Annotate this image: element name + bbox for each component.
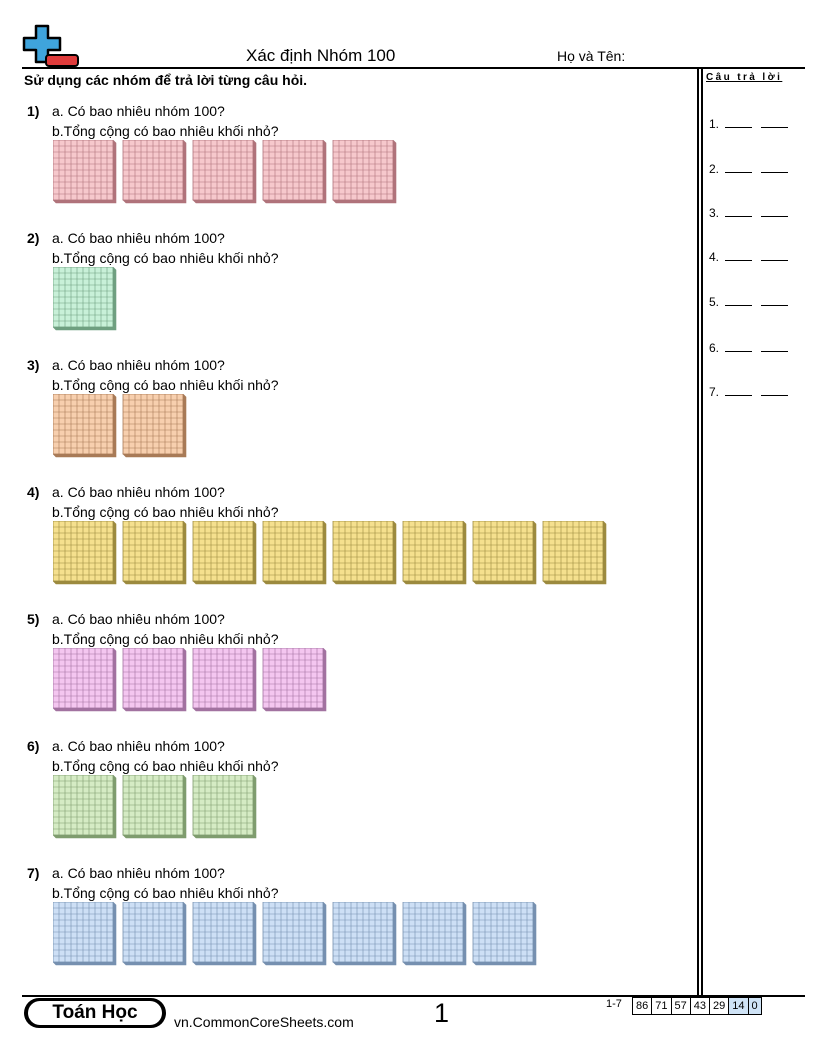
hundred-block [193,648,256,711]
hundred-block [53,140,116,203]
answer-row [709,295,788,309]
score-cell: 71 [652,997,671,1015]
problem-number: 3) [27,357,40,373]
answer-blank-b[interactable] [761,295,788,306]
question-b: b.Tổng cộng có bao nhiêu khối nhỏ? [52,377,279,393]
hundred-blocks-group [53,394,193,458]
hundred-block [263,902,326,965]
hundred-block [473,521,536,584]
hundred-blocks-group [53,140,403,204]
question-b: b.Tổng cộng có bao nhiêu khối nhỏ? [52,504,279,520]
hundred-block [53,394,116,457]
question-b: b.Tổng cộng có bao nhiêu khối nhỏ? [52,885,279,901]
header-divider [22,67,805,69]
answer-row [709,385,788,399]
brand-label: Toán Học [28,1001,162,1025]
answer-blank-a[interactable] [725,385,752,396]
brand-badge [24,998,166,1028]
hundred-blocks-group [53,648,333,712]
question-a: a. Có bao nhiêu nhóm 100? [52,103,225,119]
answer-blank-a[interactable] [725,206,752,217]
question-b: b.Tổng cộng có bao nhiêu khối nhỏ? [52,123,279,139]
problem-number: 2) [27,230,40,246]
answer-number: 2. [709,162,720,176]
answer-blank-b[interactable] [761,162,788,173]
question-b: b.Tổng cộng có bao nhiêu khối nhỏ? [52,250,279,266]
answer-column-divider-inner [701,67,703,996]
answers-title: Câu trả lời [706,72,783,83]
instructions: Sử dụng các nhóm để trả lời từng câu hỏi. [24,72,308,88]
hundred-block [333,902,396,965]
answer-blank-a[interactable] [725,341,752,352]
hundred-blocks-group [53,902,543,966]
score-cell: 57 [672,997,691,1015]
problem-number: 4) [27,484,40,500]
question-a: a. Có bao nhiêu nhóm 100? [52,230,225,246]
hundred-block [543,521,606,584]
problem-number: 5) [27,611,40,627]
answer-column-divider [697,67,699,996]
answer-blank-b[interactable] [761,206,788,217]
page-number: 1 [434,998,450,1028]
score-range: 1-7 [606,998,622,1010]
score-table [632,997,762,1015]
answer-row [709,341,788,355]
hundred-block [333,140,396,203]
hundred-block [193,775,256,838]
answer-blank-a[interactable] [725,117,752,128]
hundred-block [193,902,256,965]
hundred-block [123,521,186,584]
score-cell: 14 [729,997,748,1015]
hundred-block [123,394,186,457]
score-cell: 86 [632,997,652,1015]
answer-blank-b[interactable] [761,250,788,261]
plus-minus-logo-icon [22,24,80,68]
answer-number: 5. [709,295,720,309]
answer-row [709,250,788,264]
hundred-block [333,521,396,584]
hundred-block [123,648,186,711]
hundred-block [473,902,536,965]
answer-blank-a[interactable] [725,250,752,261]
hundred-block [193,140,256,203]
answer-blank-b[interactable] [761,117,788,128]
hundred-block [53,521,116,584]
page-title: Xác định Nhóm 100 [246,46,396,65]
answer-blank-a[interactable] [725,295,752,306]
hundred-block [263,140,326,203]
question-b: b.Tổng cộng có bao nhiêu khối nhỏ? [52,758,279,774]
answer-number: 3. [709,206,720,220]
hundred-blocks-group [53,775,263,839]
name-label: Họ và Tên: [557,48,626,64]
problem-number: 6) [27,738,40,754]
hundred-block [123,902,186,965]
hundred-block [123,140,186,203]
hundred-block [263,521,326,584]
hundred-block [403,902,466,965]
problem-number: 1) [27,103,40,119]
hundred-block [53,267,116,330]
question-b: b.Tổng cộng có bao nhiêu khối nhỏ? [52,631,279,647]
hundred-blocks-group [53,267,123,331]
hundred-block [193,521,256,584]
score-cell: 29 [710,997,729,1015]
question-a: a. Có bao nhiêu nhóm 100? [52,865,225,881]
answer-blank-b[interactable] [761,385,788,396]
answer-number: 1. [709,117,720,131]
answer-row [709,206,788,220]
answer-number: 6. [709,341,720,355]
question-a: a. Có bao nhiêu nhóm 100? [52,738,225,754]
score-cell: 0 [749,997,762,1015]
question-a: a. Có bao nhiêu nhóm 100? [52,484,225,500]
problem-number: 7) [27,865,40,881]
score-cell: 43 [691,997,710,1015]
site-url: vn.CommonCoreSheets.com [174,1014,354,1030]
hundred-blocks-group [53,521,613,585]
answer-number: 4. [709,250,720,264]
hundred-block [263,648,326,711]
answer-number: 7. [709,385,720,399]
hundred-block [53,775,116,838]
answer-blank-a[interactable] [725,162,752,173]
hundred-block [53,648,116,711]
question-a: a. Có bao nhiêu nhóm 100? [52,357,225,373]
answer-row [709,162,788,176]
hundred-block [403,521,466,584]
hundred-block [123,775,186,838]
answer-blank-b[interactable] [761,341,788,352]
question-a: a. Có bao nhiêu nhóm 100? [52,611,225,627]
answer-row [709,117,788,131]
hundred-block [53,902,116,965]
